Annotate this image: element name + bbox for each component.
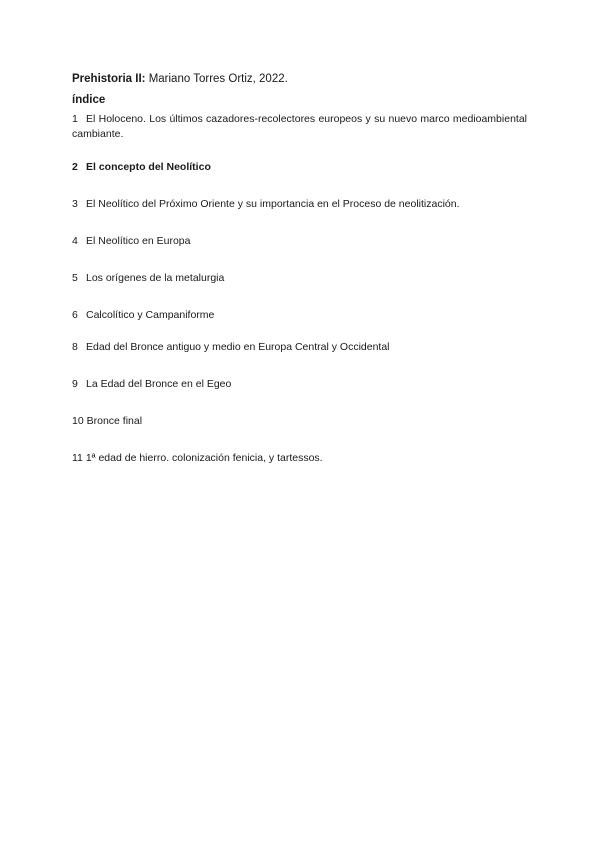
entry-number: 1 [72,113,78,125]
entry-text: La Edad del Bronce en el Egeo [86,378,232,390]
entry-number: 3 [72,198,78,210]
index-entry [72,377,527,392]
entry-text: Edad del Bronce antiguo y medio en Europa Central y Occidental [86,341,390,353]
entry-text: El Neolítico en Europa [86,235,191,247]
entry-text: Los orígenes de la metalurgia [86,272,225,284]
entry-number: 5 [72,272,78,284]
index-entry [72,271,527,286]
entry-number: 9 [72,378,78,390]
index-entry [72,160,527,175]
entry-text: Bronce final [86,415,143,427]
document-title [72,71,527,87]
index-entry [72,308,527,323]
entry-number: 10 [72,415,84,427]
title-author-year: Mariano Torres Ortiz, 2022. [145,73,288,85]
index-entry [72,340,527,355]
entry-number: 4 [72,235,78,247]
index-entry [72,197,527,212]
entry-text: El Holoceno. Los últimos cazadores-recolectores europeos y su nuevo marco medioambiental cambiante. [72,113,527,140]
index-entry [72,112,527,142]
index-entry [72,234,527,249]
index-heading: índice [72,94,106,106]
entry-number: 6 [72,309,78,321]
document-page [72,71,527,466]
entry-text: Calcolítico y Campaniforme [86,309,215,321]
entry-number: 2 [72,161,78,173]
entry-text: El Neolítico del Próximo Oriente y su importancia en el Proceso de neolitización. [86,198,460,210]
entry-text: El concepto del Neolítico [86,161,211,173]
index-entry [72,451,527,466]
index-entry [72,414,527,429]
title-bold: Prehistoria II: [72,73,146,85]
entry-number: 8 [72,341,78,353]
entry-number: 11 [72,452,83,464]
entry-text: 1ª edad de hierro. colonización fenicia, y tartessos. [85,452,323,464]
